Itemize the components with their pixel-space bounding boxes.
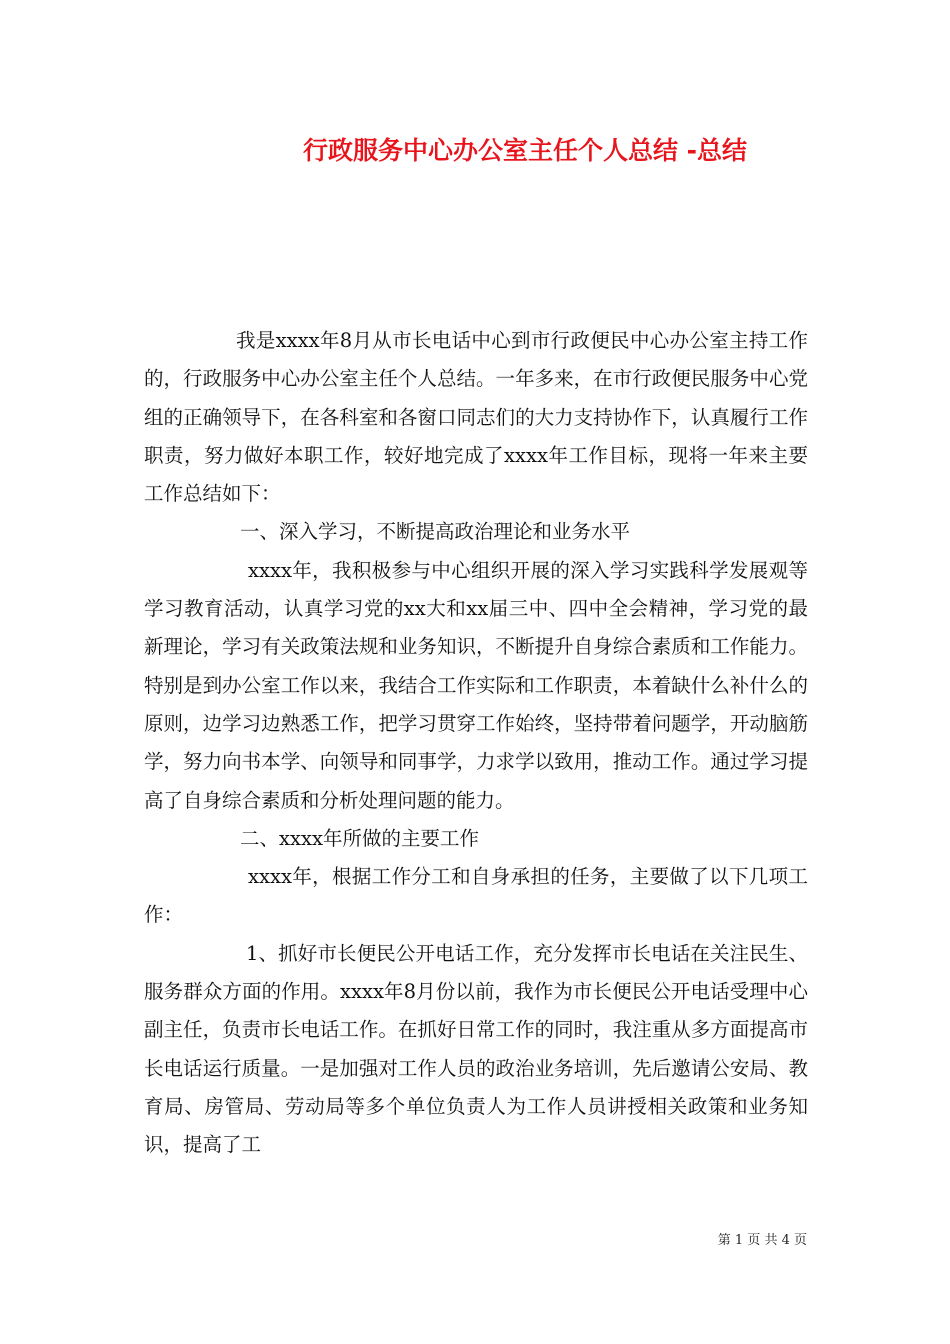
page-number: 第 1 页 共 4 页 xyxy=(717,1233,807,1248)
paragraph-work-intro: xxxx年，根据工作分工和自身承担的任务，主要做了以下几项工作： xyxy=(144,865,808,927)
section-heading-2: 二、xxxx年所做的主要工作 xyxy=(240,826,479,850)
paragraph-intro: 我是xxxx年8月从市长电话中心到市行政便民中心办公室主持工作的，行政服务中心办公室主任个人总结。一年多来，在市行政便民服务中心党组的正确领导下，在各科室和各窗口同志们的大力支持协作下，认真履行工作职责，努力做好本职工作，较好地完成了xxxx年工作目标，现将一年来主要工作总结如下： xyxy=(144,329,808,506)
paragraph-study: xxxx年，我积极参与中心组织开展的深入学习实践科学发展观等学习教育活动，认真学习党的xx大和xx届三中、四中全会精神，学习党的最新理论，学习有关政策法规和业务知识，不断提升自身综合素质和工作能力。特别是到办公室工作以来，我结合工作实际和工作职责，本着缺什么补什么的原则，边学习边熟悉工作，把学习贯穿工作始终，坚持带着问题学，开动脑筋学，努力向书本学、向领导和同事学，力求学以致用，推动工作。通过学习提高了自身综合素质和分析处理问题的能力。 xyxy=(144,558,808,812)
document-body xyxy=(144,322,808,1165)
page-title: 行政服务中心办公室主任个人总结 -总结 xyxy=(302,136,748,165)
paragraph-hotline: 1、抓好市长便民公开电话工作，充分发挥市长电话在关注民生、服务群众方面的作用。xxxx年8月份以前，我作为市长便民公开电话受理中心副主任，负责市长电话工作。在抓好日常工作的同时，我注重从多方面提高市长电话运行质量。一是加强对工作人员的政治业务培训，先后邀请公安局、教育局、房管局、劳动局等多个单位负责人为工作人员讲授相关政策和业务知识，提高了工 xyxy=(144,941,808,1157)
section-heading-1: 一、深入学习，不断提高政治理论和业务水平 xyxy=(240,520,631,544)
